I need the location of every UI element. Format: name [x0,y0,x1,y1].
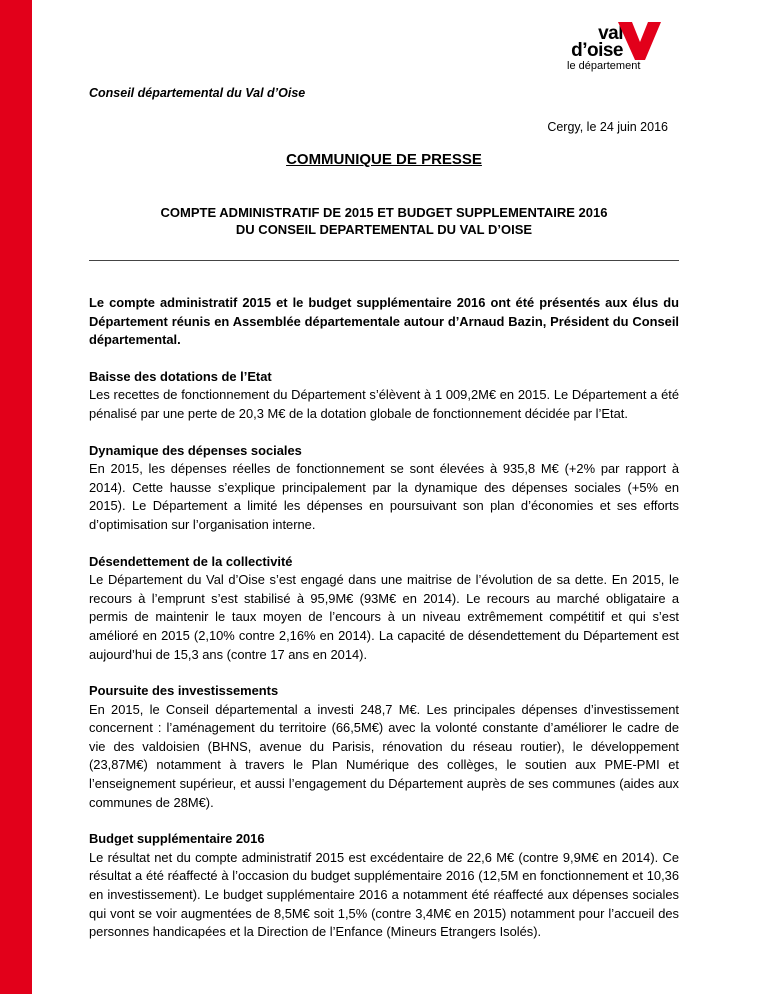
val-doise-logo [556,22,671,74]
press-date: Cergy, le 24 juin 2016 [547,120,668,134]
section-investments [89,682,679,812]
section-social-spending [89,442,679,535]
section-state-grants [89,368,679,424]
section-heading: Poursuite des investissements [89,683,279,699]
section-heading: Dynamique des dépenses sociales [89,442,302,458]
section-body: En 2015, les dépenses réelles de fonctionnement se sont élevées à 935,8 M€ (+2% par rapport à 2014). Cette hausse s’explique principalement par la dynamique des dépenses sociales (+5% en 2015). Le Département a limité les dépenses en poursuivant son plan d’économies et ses efforts d’optimisation sur l’organisation interne. [89,461,679,532]
organization-name: Conseil départemental du Val d’Oise [89,86,306,100]
section-heading: Budget supplémentaire 2016 [89,831,265,847]
v-chevron-logo-icon [616,22,662,60]
logo-text-departement: le département [567,60,641,72]
lead-paragraph: Le compte administratif 2015 et le budget supplémentaire 2016 ont été présentés aux élus du Département réunis en Assemblée départementale autour d’Arnaud Bazin, Président du Conseil départemental. [89,295,679,348]
section-body: Le résultat net du compte administratif 2015 est excédentaire de 22,6 M€ (contre 9,9M€ en 2014). Ce résultat a été réaffecté à l’occasion du budget supplémentaire 2016 (12,5M en fonctionnement et 10,36 en investissement). Le budget supplémentaire 2016 a notamment été réaffecté aux dépenses sociales qui vont se voir augmentées de 8,5M€ soit 1,5% (contre 3,4M€ en 2015) notamment pour l’accueil des personnes handicapées et la Direction de l’Enfance (Mineurs Etrangers Isolés). [89,849,679,940]
red-margin-bar [0,0,32,994]
section-supplementary-budget [89,830,679,942]
title-line-1: COMPTE ADMINISTRATIF DE 2015 ET BUDGET SUPPLEMENTAIRE 2016 [160,205,608,220]
section-body: Les recettes de fonctionnement du Département s’élèvent à 1 009,2M€ en 2015. Le Département a été pénalisé par une perte de 20,3 M€ de la dotation globale de fonctionnement décidée par l’Etat. [89,387,679,421]
section-body: Le Département du Val d’Oise s’est engagé dans une maitrise de l’évolution de sa dette. En 2015, le recours à l’emprunt s’est stabilisé à 95,9M€ (93M€ en 2014). Le recours au marché obligataire a permis de maintenir le taux moyen de l’encours à un niveau extrêmement compétitif et qui s’est amélioré en 2015 (2,10% contre 2,16% en 2014). La capacité de désendettement du Département est aujourd’hui de 15,3 ans (contre 17 ans en 2014). [89,572,679,662]
press-release-body [89,294,679,960]
section-body: En 2015, le Conseil départemental a investi 248,7 M€. Les principales dépenses d’investissement concernent : l’aménagement du territoire (66,5M€) avec la volonté constante d’améliorer le cadre de vie des valdoisien (BHNS, avenue du Parisis, rénovation du réseau routier), le développement (23,87M€) notamment à travers le Plan Numérique des collèges, le soutien aux PME-PMI et l’enseignement supérieur, et aussi l’engagement du Département auprès de ses communes (aides aux communes de 28M€). [89,701,679,810]
document-title [89,204,679,238]
title-divider [89,260,679,261]
logo-text-val: val [598,23,623,44]
title-line-2: DU CONSEIL DEPARTEMENTAL DU VAL D’OISE [235,222,533,237]
section-debt-reduction [89,553,679,665]
section-heading: Désendettement de la collectivité [89,553,293,569]
press-release-label: COMMUNIQUE DE PRESSE [286,151,482,168]
section-heading: Baisse des dotations de l’Etat [89,368,272,384]
logo-text-doise: d’oise [571,40,623,61]
